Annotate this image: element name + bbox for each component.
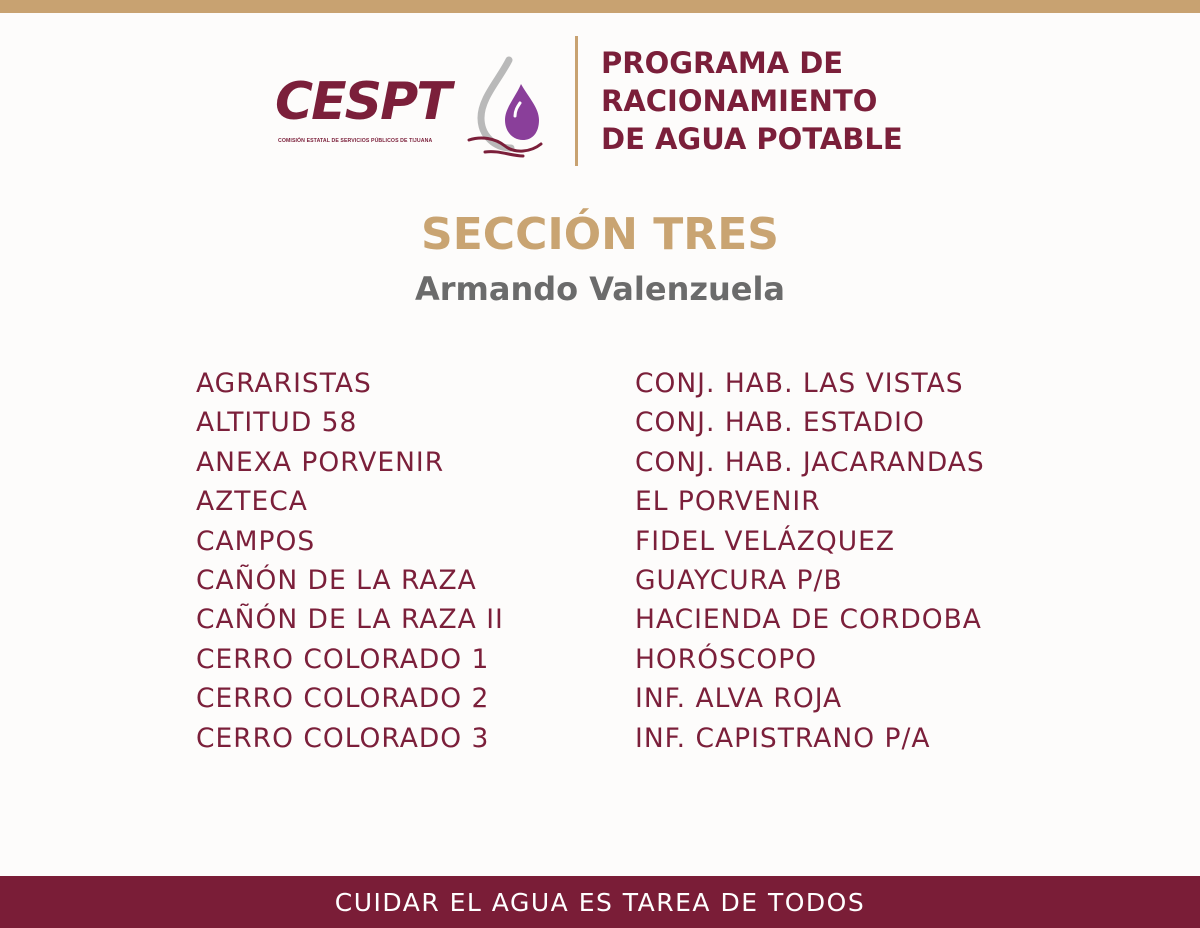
list-item: CERRO COLORADO 3 [196, 722, 490, 754]
neighborhood-list-left [196, 364, 616, 758]
program-title-line: RACIONAMIENTO [601, 84, 878, 118]
list-item: CONJ. HAB. LAS VISTAS [635, 368, 964, 399]
list-item: INF. ALVA ROJA [635, 683, 843, 715]
list-item: CERRO COLORADO 1 [196, 643, 490, 675]
program-title [601, 44, 1101, 158]
list-item: ALTITUD 58 [196, 407, 358, 439]
section-title: SECCIÓN TRES [421, 209, 779, 260]
water-drop-hand-icon [465, 56, 545, 166]
top-accent-bar [0, 0, 1200, 13]
neighborhood-list-right [635, 364, 1155, 758]
list-item: AGRARISTAS [196, 368, 372, 399]
list-item: HORÓSCOPO [635, 643, 818, 675]
list-item: INF. CAPISTRANO P/A [635, 722, 931, 754]
list-item: HACIENDA DE CORDOBA [635, 604, 982, 636]
list-item: AZTECA [196, 486, 308, 518]
logo-subtitle: COMISIÓN ESTATAL DE SERVICIOS PÚBLICOS DE TIJUANA [278, 138, 433, 144]
header-divider [575, 36, 578, 166]
list-item: EL PORVENIR [635, 486, 821, 518]
program-title-line: DE AGUA POTABLE [601, 122, 903, 156]
list-item: ANEXA PORVENIR [196, 446, 445, 478]
program-title-line: PROGRAMA DE [601, 46, 844, 80]
logo-wordmark: CESPT [275, 72, 450, 132]
cespt-logo [275, 52, 545, 162]
list-item: CONJ. HAB. JACARANDAS [635, 446, 985, 478]
list-item: CAÑÓN DE LA RAZA [196, 564, 477, 596]
list-item: CONJ. HAB. ESTADIO [635, 407, 925, 439]
list-item: CAMPOS [196, 525, 316, 557]
list-item: FIDEL VELÁZQUEZ [635, 525, 896, 557]
list-item: GUAYCURA P/B [635, 564, 843, 596]
section-subtitle: Armando Valenzuela [414, 270, 786, 308]
footer-slogan: CUIDAR EL AGUA ES TAREA DE TODOS [334, 887, 866, 917]
footer-banner [0, 876, 1200, 928]
list-item: CAÑÓN DE LA RAZA II [196, 604, 504, 636]
list-item: CERRO COLORADO 2 [196, 683, 490, 715]
